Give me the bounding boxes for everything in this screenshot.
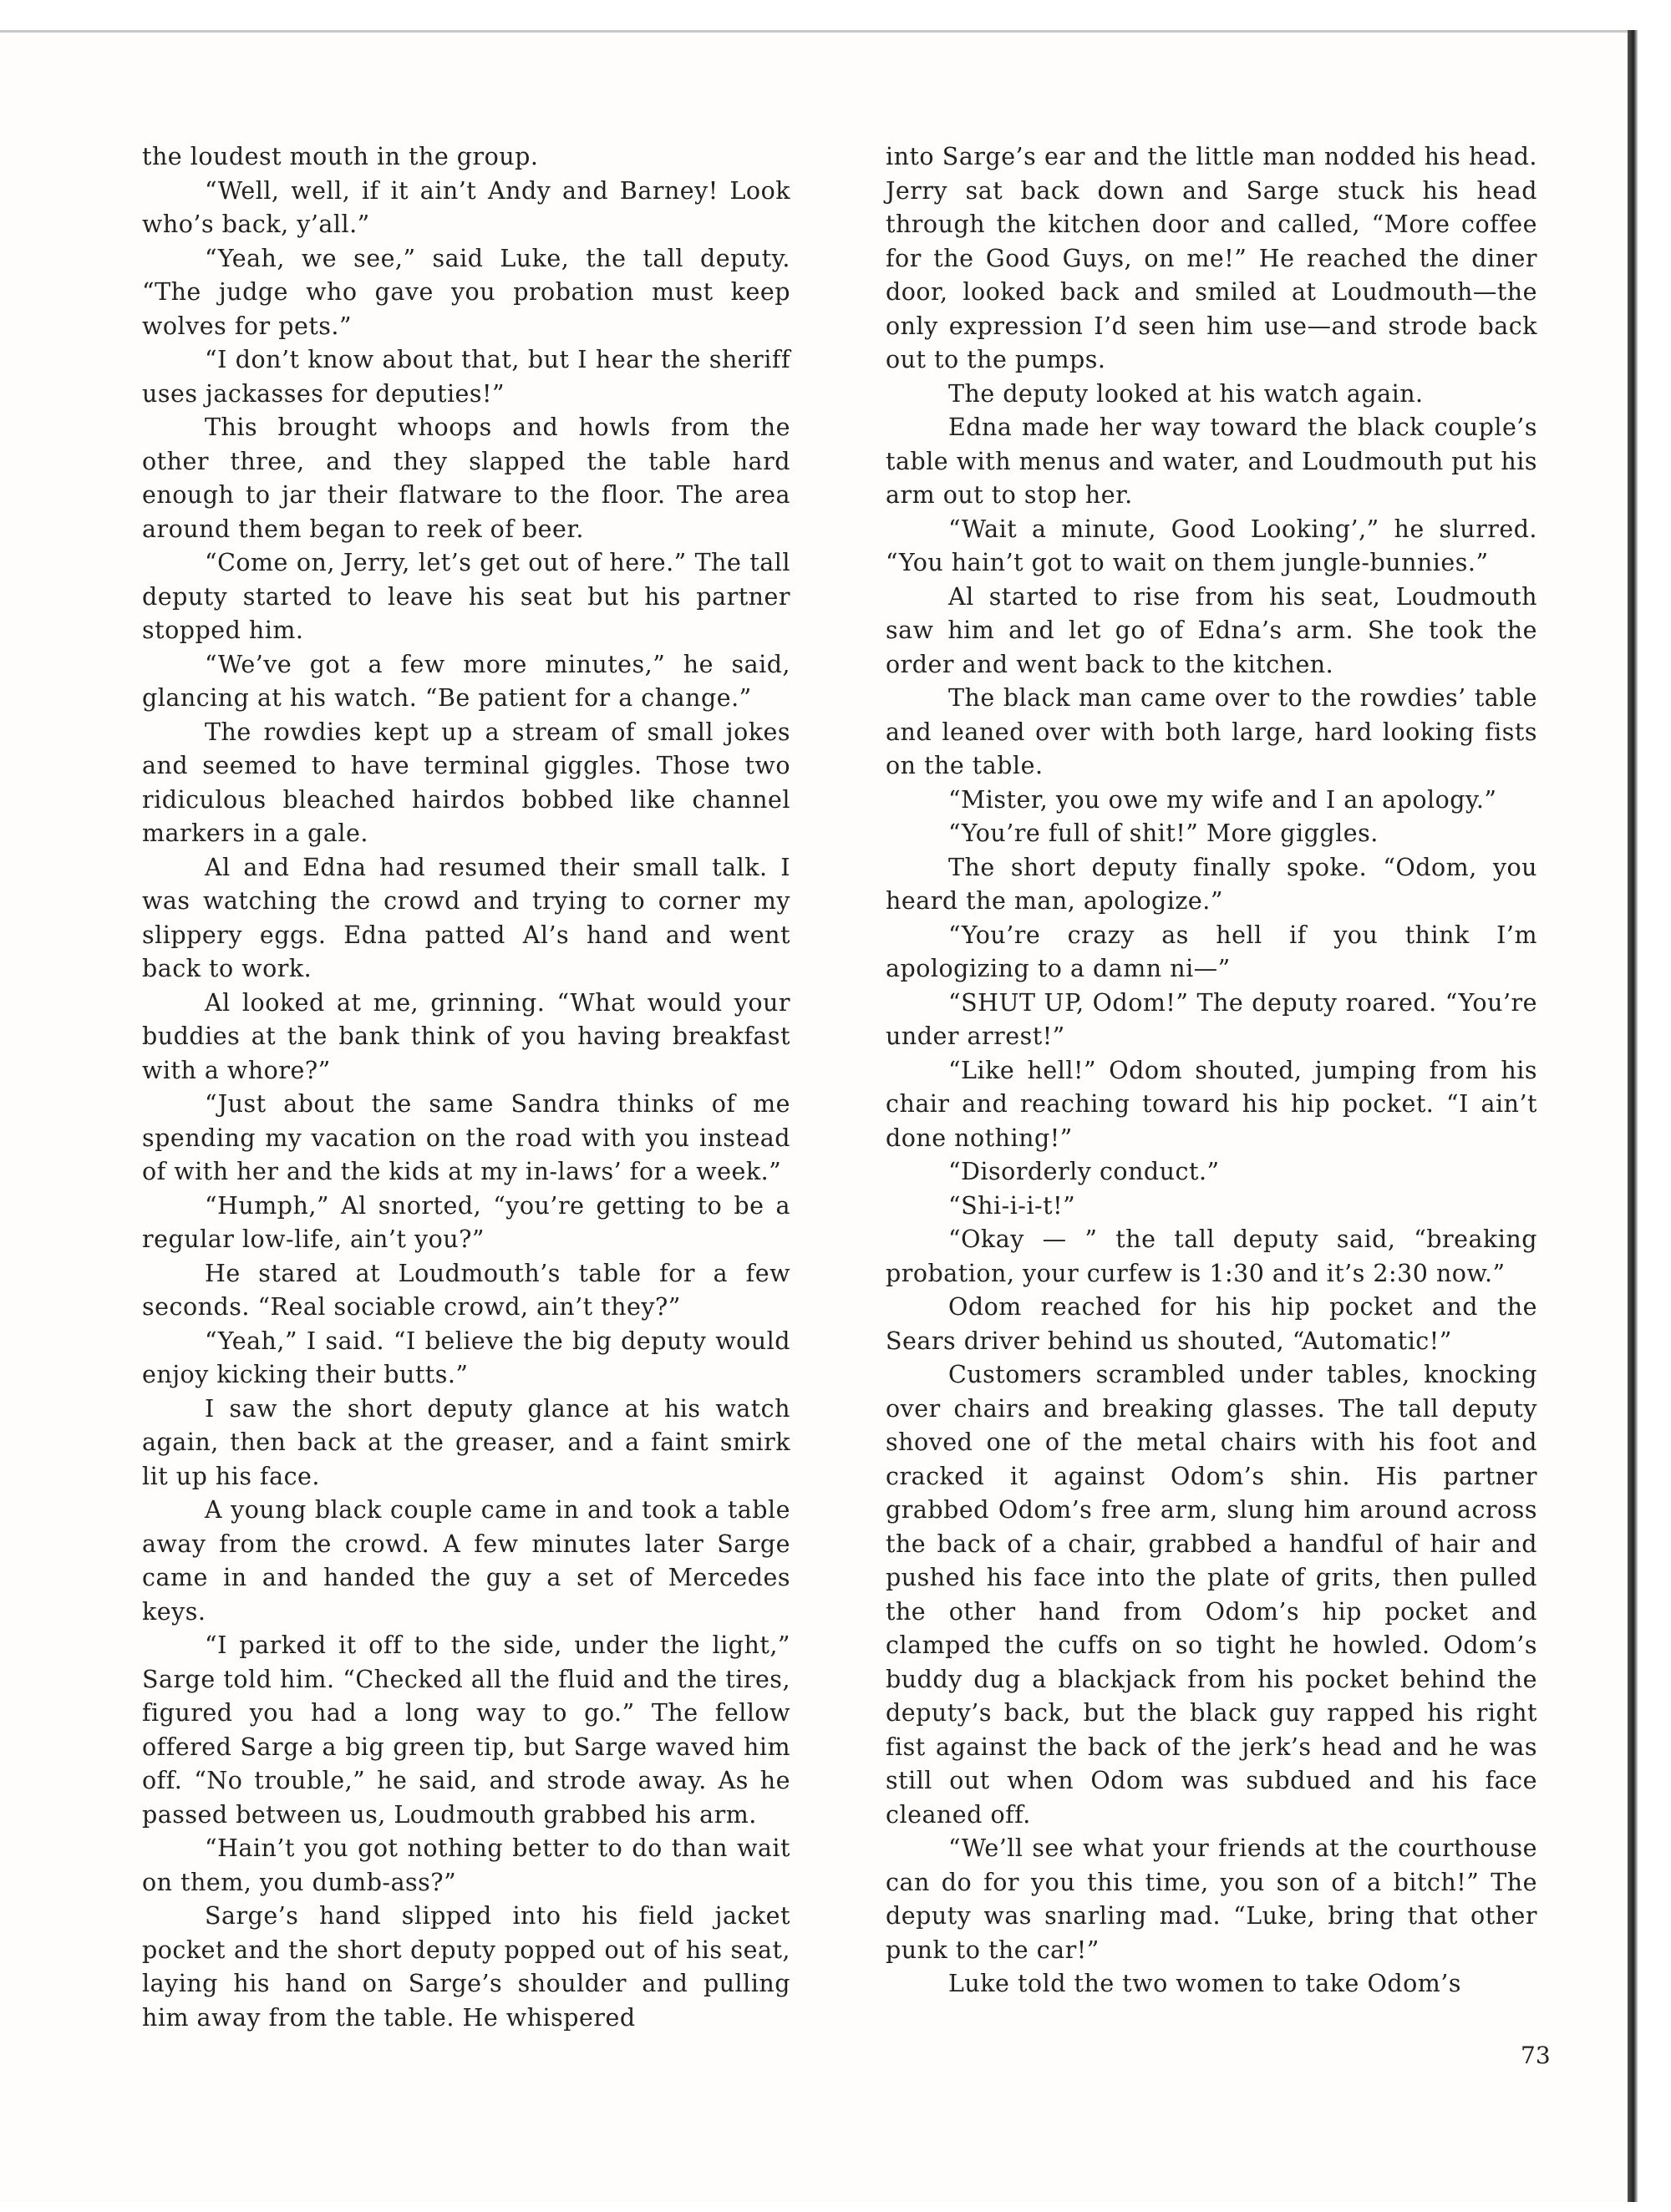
paragraph: This brought whoops and howls from the other three, and they slapped the table hard enough to jar their flatware to the floor. The area around them began to reek of beer. (142, 413, 790, 543)
paragraph: “I parked it off to the side, under the light,” Sarge told him. “Checked all the fluid and the tires, figured you had a long way to go.” The fellow offered Sarge a big green tip, but Sarge waved him off. “No trouble,” he said, and strode away. As he passed between us, Loudmouth grabbed his arm. (142, 1631, 790, 1829)
paragraph: “Like hell!” Odom shouted, jumping from his chair and reaching toward his hip pocket. “I ain’t done nothing!” (886, 1056, 1537, 1152)
paragraph: Odom reached for his hip pocket and the Sears driver behind us shouted, “Automatic!” (886, 1293, 1537, 1355)
paragraph: Sarge’s hand slipped into his field jacket pocket and the short deputy popped out of his seat, laying his hand on Sarge’s shoulder and pulling him away from the table. He whispered (142, 1902, 790, 2032)
paragraph: “You’re crazy as hell if you think I’m apologizing to a damn ni—” (886, 921, 1537, 982)
paragraph: Al looked at me, grinning. “What would your buddies at the bank think of you having breakfast with a whore?” (142, 988, 790, 1084)
paragraph: Edna made her way toward the black couple’s table with menus and water, and Loudmouth put his arm out to stop her. (886, 413, 1537, 509)
paragraph: Al and Edna had resumed their small talk. I was watching the crowd and trying to corner my slippery eggs. Edna patted Al’s hand and went back to work. (142, 853, 790, 982)
paragraph: “We’ll see what your friends at the courthouse can do for you this time, you son of a bitch!” The deputy was snarling mad. “Luke, bring that other punk to the car!” (886, 1834, 1537, 1964)
paragraph: “Come on, Jerry, let’s get out of here.” The tall deputy started to leave his seat but his partner stopped him. (142, 549, 790, 644)
paragraph: “SHUT UP, Odom!” The deputy roared. “You’re under arrest!” (886, 988, 1537, 1050)
left-column (142, 140, 790, 2035)
paragraph: The rowdies kept up a stream of small jokes and seemed to have terminal giggles. Those two ridiculous bleached hairdos bobbed like channel markers in a gale. (142, 718, 790, 847)
paragraph: “Shi-i-i-t!” (948, 1191, 1076, 1220)
paragraph: “Humph,” Al snorted, “you’re getting to be a regular low-life, ain’t you?” (142, 1191, 790, 1253)
paragraph: “Okay — ” the tall deputy said, “breaking probation, your curfew is 1:30 and it’s 2:30 now.” (886, 1225, 1537, 1287)
paragraph: Al started to rise from his seat, Loudmouth saw him and let go of Edna’s arm. She took the order and went back to the kitchen. (886, 582, 1537, 678)
page-edge (1628, 30, 1638, 2202)
right-column (886, 140, 1537, 2001)
paragraph: “Hain’t you got nothing better to do than wait on them, you dumb-ass?” (142, 1834, 790, 1896)
paragraph: “Mister, you owe my wife and I an apology.” (948, 785, 1497, 814)
paragraph: “Yeah, we see,” said Luke, the tall deputy. “The judge who gave you probation must keep wolves for pets.” (142, 244, 790, 340)
paragraph: “Just about the same Sandra thinks of me spending my vacation on the road with you instead of with her and the kids at my in-laws’ for a week.” (142, 1090, 790, 1185)
paragraph: Customers scrambled under tables, knocking over chairs and breaking glasses. The tall deputy shoved one of the metal chairs with his foot and cracked it against Odom’s shin. His partner grabbed Odom’s free arm, slung him around across the back of a chair, grabbed a handful of hair and pushed his face into the plate of grits, then pulled the other hand from Odom’s hip pocket and clamped the cuffs on so tight he howled. Odom’s buddy dug a blackjack from his pocket behind the deputy’s back, but the black guy rapped his right fist against the back of the jerk’s head and he was still out when Odom was subdued and his face cleaned off. (886, 1361, 1537, 1829)
paragraph: Luke told the two women to take Odom’s (948, 1970, 1461, 1997)
paragraph: He stared at Loudmouth’s table for a few seconds. “Real sociable crowd, ain’t they?” (142, 1259, 790, 1321)
paragraph: into Sarge’s ear and the little man nodded his head. Jerry sat back down and Sarge stuck his head through the kitchen door and called, “More coffee for the Good Guys, on me!” He reached the diner door, looked back and smiled at Loudmouth—the only expression I’d seen him use—and strode back out to the pumps. (886, 143, 1537, 373)
paragraph: “We’ve got a few more minutes,” he said, glancing at his watch. “Be patient for a change.” (142, 650, 790, 712)
paragraph: “Yeah,” I said. “I believe the big deputy would enjoy kicking their butts.” (142, 1327, 790, 1388)
paragraph: The black man came over to the rowdies’ table and leaned over with both large, hard looking fists on the table. (886, 684, 1537, 779)
paragraph: “You’re full of shit!” More giggles. (948, 819, 1379, 847)
paragraph: “I don’t know about that, but I hear the sheriff uses jackasses for deputies!” (142, 346, 790, 408)
paragraph: the loudest mouth in the group. (142, 143, 539, 170)
paragraph: A young black couple came in and took a table away from the crowd. A few minutes later Sarge came in and handed the guy a set of Mercedes keys. (142, 1496, 790, 1626)
paragraph: I saw the short deputy glance at his watch again, then back at the greaser, and a faint smirk lit up his face. (142, 1394, 790, 1490)
paragraph: “Well, well, if it ain’t Andy and Barney! Look who’s back, y’all.” (142, 176, 790, 238)
paragraph: “Disorderly conduct.” (948, 1158, 1220, 1185)
page-number: 73 (1521, 2042, 1551, 2069)
paragraph: The deputy looked at his watch again. (948, 379, 1424, 408)
paragraph: “Wait a minute, Good Looking’,” he slurred. “You hain’t got to wait on them jungle-bunnies.” (886, 515, 1537, 576)
paragraph: The short deputy finally spoke. “Odom, you heard the man, apologize.” (886, 853, 1537, 915)
